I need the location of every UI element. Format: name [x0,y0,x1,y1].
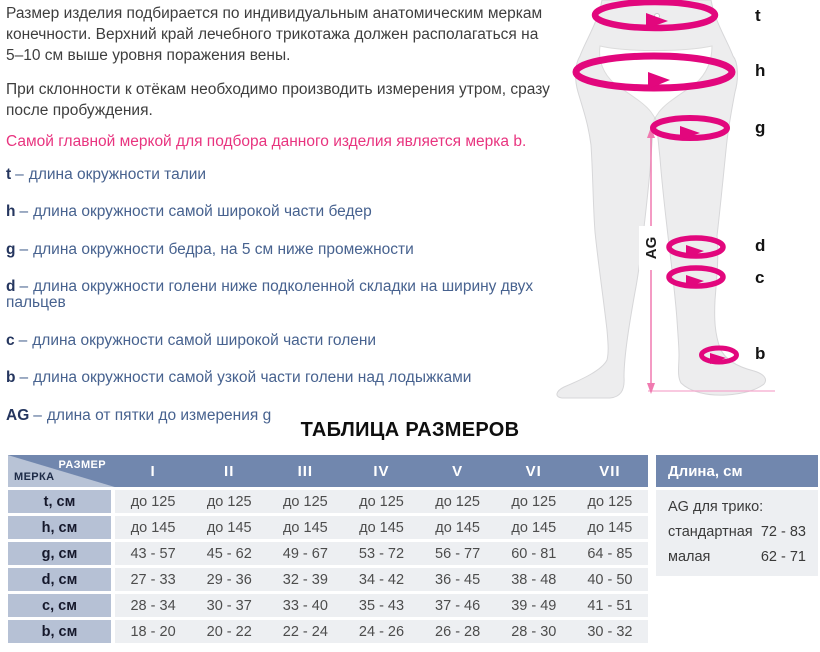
size-cell: до 145 [206,519,252,536]
measurement-description: длина от пятки до измерения g [46,406,272,424]
size-cell: 30 - 37 [206,597,252,614]
size-cell: 40 - 50 [587,571,633,588]
row-label: t, см [8,490,111,513]
dash-separator: – [19,240,29,258]
measurement-item-t [6,167,554,183]
measurement-letter: d [6,278,16,295]
ring-label-t: t [755,6,761,25]
measurement-item-h [6,204,554,220]
size-table [8,455,648,643]
measurement-letter: c [6,331,15,349]
dash-separator: – [18,331,28,349]
size-cell: 34 - 42 [358,571,405,588]
intro-highlight-note: Самой главной меркой для подбора данного изделия является мерка b. [6,133,527,150]
ring-label-b: b [755,344,766,363]
size-column-headers [115,455,648,487]
dash-separator: – [33,406,42,424]
size-cell: 30 - 32 [587,623,633,640]
size-cell: до 125 [435,493,480,510]
row-label: g, см [8,542,111,565]
size-cell: до 125 [282,493,328,510]
legs-measurement-diagram [538,0,820,406]
measurement-description: длина окружности голени ниже подколенной складки на ширину двух пальцев [6,278,534,311]
row-label: b, см [8,620,111,643]
measurement-letter: t [6,165,12,183]
size-cell: до 125 [359,493,404,510]
length-name: стандартная [668,524,753,540]
row-values [115,620,648,643]
measurement-letter: g [6,240,16,258]
length-value: 62 - 71 [760,549,806,565]
size-cell: 38 - 48 [511,571,557,588]
size-cell: 60 - 81 [511,545,557,562]
measurement-definitions-list [6,167,554,424]
table-row-h [8,516,648,539]
measurement-letter: AG [6,406,30,424]
measurement-item-g [6,242,554,258]
size-column-header-1: I [150,462,156,480]
table-row-b [8,620,648,643]
length-row-small [668,549,806,565]
ring-label-g: g [755,118,766,137]
intro-section [6,0,554,445]
measurement-item-c [6,333,554,349]
size-cell: до 145 [587,519,633,536]
length-name: малая [668,549,711,565]
length-row-standard [668,524,806,540]
measurement-description: длина окружности бедра, на 5 см ниже промежности [33,240,414,258]
table-row-g [8,542,648,565]
size-column-header-2: II [224,462,235,480]
dash-separator: – [19,203,29,220]
size-cell: до 145 [130,519,176,536]
measurement-letter: b [6,369,16,386]
row-values [115,594,648,617]
size-cell: 20 - 22 [206,623,252,640]
size-cell: 28 - 34 [130,597,176,614]
dash-separator: – [15,165,24,183]
measurement-item-b [6,370,554,386]
size-cell: до 125 [130,493,176,510]
size-cell: 64 - 85 [587,545,633,562]
size-cell: 32 - 39 [282,571,328,588]
size-cell: 53 - 72 [358,545,405,562]
size-cell: 28 - 30 [511,623,557,640]
size-cell: 56 - 77 [435,545,481,562]
size-cell: до 125 [511,493,557,510]
size-cell: до 125 [587,493,633,510]
size-cell: 29 - 36 [206,571,252,588]
size-column-header-7: VII [599,462,621,480]
size-cell: 27 - 33 [130,571,176,588]
ring-label-h: h [755,61,766,80]
measurement-description: длина окружности самой широкой части бедер [33,203,372,220]
size-cell: 41 - 51 [587,597,633,614]
table-row-c [8,594,648,617]
size-cell: до 145 [282,519,328,536]
size-cell: до 145 [511,519,557,536]
ring-label-d: d [755,236,766,255]
measurement-description: длина окружности талии [28,165,207,183]
length-value: 72 - 83 [760,524,806,540]
ag-arrow-down [647,383,655,394]
length-panel [656,455,818,576]
size-cell: 36 - 45 [435,571,481,588]
corner-cell [8,455,115,487]
size-cell: до 145 [359,519,404,536]
size-table-title: ТАБЛИЦА РАЗМЕРОВ [300,419,520,441]
row-values [115,516,648,539]
row-values [115,490,648,513]
ring-label-c: c [755,268,765,287]
row-label: c, см [8,594,111,617]
size-cell: 49 - 67 [282,545,328,562]
size-column-header-3: III [297,462,314,480]
measurement-description: длина окружности самой узкой части голени над лодыжками [33,369,472,386]
size-cell: 26 - 28 [435,623,481,640]
dash-separator: – [19,369,29,386]
dash-separator: – [19,278,29,295]
size-column-header-4: IV [373,462,390,480]
size-cell: 33 - 40 [282,597,328,614]
table-row-t [8,490,648,513]
intro-paragraph-2: При склонности к отёкам необходимо производить измерения утром, сразу после пробуждения. [6,81,550,119]
size-column-header-5: V [452,462,464,480]
size-cell: до 145 [435,519,480,536]
size-cell: 37 - 46 [435,597,481,614]
row-label: h, см [8,516,111,539]
row-label: d, см [8,568,111,591]
size-cell: 43 - 57 [130,545,176,562]
size-table-header-row [8,455,648,487]
ag-dimension-label: AG [643,236,660,260]
length-panel-subtitle: AG для трико: [668,499,764,515]
size-cell: 22 - 24 [282,623,328,640]
length-panel-body [656,490,818,576]
measurement-item-d [6,279,554,311]
corner-label-measure: МЕРКА [14,471,55,483]
size-column-header-6: VI [525,462,542,480]
size-cell: 24 - 26 [358,623,405,640]
size-cell: 45 - 62 [206,545,252,562]
measurement-description: длина окружности самой широкой части голени [32,331,377,349]
size-cell: 35 - 43 [358,597,405,614]
size-cell: 18 - 20 [130,623,176,640]
row-values [115,542,648,565]
corner-label-size: РАЗМЕР [58,459,106,471]
size-cell: до 125 [206,493,252,510]
row-values [115,568,648,591]
intro-paragraph-1: Размер изделия подбирается по индивидуальным анатомическим меркам конечности. Верхний край лечебного трикотажа должен располагаться на 5–10 см выше уровня поражения вены. [6,5,543,64]
measurement-letter: h [6,203,16,220]
size-cell: 39 - 49 [511,597,557,614]
table-row-d [8,568,648,591]
length-panel-title: Длина, см [656,455,818,487]
